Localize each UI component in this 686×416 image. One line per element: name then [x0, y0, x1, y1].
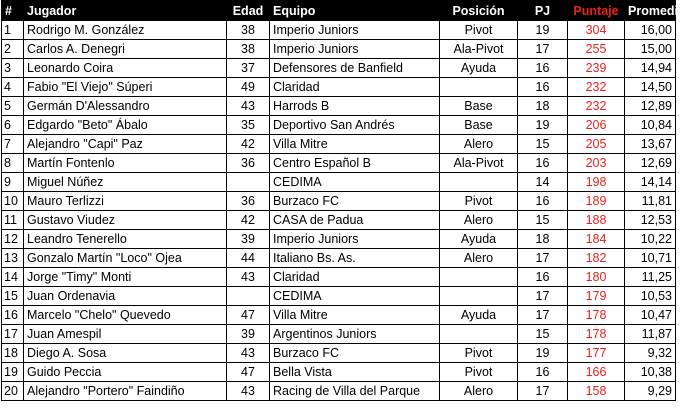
- cell-points: 177: [568, 344, 625, 363]
- cell-player: Diego A. Sosa: [24, 344, 227, 363]
- cell-games: 15: [518, 325, 568, 344]
- cell-age: 47: [227, 306, 270, 325]
- cell-player: Gonzalo Martín "Loco" Ojea: [24, 249, 227, 268]
- cell-points: 304: [568, 21, 625, 40]
- cell-points: 232: [568, 78, 625, 97]
- cell-position: Base: [440, 97, 518, 116]
- cell-position: Pivot: [440, 363, 518, 382]
- cell-player: Guido Peccia: [24, 363, 227, 382]
- cell-team: Harrods B: [270, 97, 440, 116]
- cell-num: 2: [2, 40, 24, 59]
- cell-position: Ala-Pivot: [440, 40, 518, 59]
- cell-age: 44: [227, 249, 270, 268]
- cell-age: 38: [227, 21, 270, 40]
- cell-player: Carlos A. Denegri: [24, 40, 227, 59]
- cell-player: Leonardo Coira: [24, 59, 227, 78]
- cell-position: Ayuda: [440, 59, 518, 78]
- cell-player: Gustavo Viudez: [24, 211, 227, 230]
- header-age: Edad: [227, 1, 270, 21]
- cell-team: CEDIMA: [270, 173, 440, 192]
- cell-player: Alejandro "Capi" Paz: [24, 135, 227, 154]
- header-points: Puntaje: [568, 1, 625, 21]
- cell-position: Alero: [440, 249, 518, 268]
- cell-age: 49: [227, 78, 270, 97]
- cell-player: Juan Ordenavia: [24, 287, 227, 306]
- cell-position: Ayuda: [440, 230, 518, 249]
- cell-points: 166: [568, 363, 625, 382]
- cell-team: Defensores de Banfield: [270, 59, 440, 78]
- cell-age: [227, 287, 270, 306]
- cell-points: 179: [568, 287, 625, 306]
- cell-num: 1: [2, 21, 24, 40]
- table-row: [2, 306, 676, 325]
- cell-average: 14,14: [625, 173, 676, 192]
- cell-num: 11: [2, 211, 24, 230]
- cell-position: [440, 268, 518, 287]
- table-row: [2, 382, 676, 401]
- cell-position: Pivot: [440, 344, 518, 363]
- table-body: [2, 21, 676, 401]
- cell-age: 39: [227, 325, 270, 344]
- cell-points: 232: [568, 97, 625, 116]
- cell-num: 3: [2, 59, 24, 78]
- cell-age: 43: [227, 268, 270, 287]
- cell-games: 17: [518, 40, 568, 59]
- cell-position: Pivot: [440, 192, 518, 211]
- cell-games: 19: [518, 21, 568, 40]
- cell-team: Burzaco FC: [270, 344, 440, 363]
- cell-player: Marcelo "Chelo" Quevedo: [24, 306, 227, 325]
- cell-age: 36: [227, 154, 270, 173]
- cell-games: 19: [518, 116, 568, 135]
- cell-average: 16,00: [625, 21, 676, 40]
- cell-team: Bella Vista: [270, 363, 440, 382]
- cell-age: 42: [227, 211, 270, 230]
- cell-games: 18: [518, 230, 568, 249]
- cell-points: 198: [568, 173, 625, 192]
- cell-num: 17: [2, 325, 24, 344]
- table-row: [2, 363, 676, 382]
- cell-points: 189: [568, 192, 625, 211]
- table-row: [2, 97, 676, 116]
- cell-position: Base: [440, 116, 518, 135]
- cell-points: 188: [568, 211, 625, 230]
- cell-average: 11,81: [625, 192, 676, 211]
- cell-points: 182: [568, 249, 625, 268]
- cell-points: 203: [568, 154, 625, 173]
- table-row: [2, 173, 676, 192]
- table-row: [2, 154, 676, 173]
- cell-points: 180: [568, 268, 625, 287]
- header-player: Jugador: [24, 1, 227, 21]
- table-row: [2, 249, 676, 268]
- cell-team: Imperio Juniors: [270, 21, 440, 40]
- cell-points: 206: [568, 116, 625, 135]
- cell-num: 5: [2, 97, 24, 116]
- cell-points: 158: [568, 382, 625, 401]
- cell-games: 16: [518, 268, 568, 287]
- cell-player: Rodrigo M. González: [24, 21, 227, 40]
- cell-position: [440, 78, 518, 97]
- scorers-table: [1, 0, 686, 401]
- cell-position: Ala-Pivot: [440, 154, 518, 173]
- cell-age: 43: [227, 382, 270, 401]
- cell-num: 6: [2, 116, 24, 135]
- cell-team: Villa Mitre: [270, 135, 440, 154]
- cell-average: 12,89: [625, 97, 676, 116]
- cell-average: 9,32: [625, 344, 676, 363]
- cell-player: Edgardo "Beto" Ábalo: [24, 116, 227, 135]
- cell-team: Villa Mitre: [270, 306, 440, 325]
- cell-average: 12,69: [625, 154, 676, 173]
- cell-age: 43: [227, 97, 270, 116]
- table-row: [2, 192, 676, 211]
- cell-team: Centro Español B: [270, 154, 440, 173]
- cell-position: Alero: [440, 211, 518, 230]
- cell-player: Miguel Núñez: [24, 173, 227, 192]
- cell-games: 15: [518, 135, 568, 154]
- cell-team: Claridad: [270, 78, 440, 97]
- cell-position: Pivot: [440, 21, 518, 40]
- cell-position: [440, 325, 518, 344]
- cell-age: 37: [227, 59, 270, 78]
- cell-games: 17: [518, 287, 568, 306]
- cell-points: 255: [568, 40, 625, 59]
- cell-age: 43: [227, 344, 270, 363]
- table-row: [2, 116, 676, 135]
- cell-player: Juan Amespil: [24, 325, 227, 344]
- header-games: PJ: [518, 1, 568, 21]
- cell-games: 16: [518, 59, 568, 78]
- cell-num: 7: [2, 135, 24, 154]
- table-row: [2, 78, 676, 97]
- cell-position: [440, 173, 518, 192]
- table-row: [2, 40, 676, 59]
- cell-age: [227, 173, 270, 192]
- cell-team: Argentinos Juniors: [270, 325, 440, 344]
- cell-num: 20: [2, 382, 24, 401]
- header-position: Posición: [440, 1, 518, 21]
- cell-position: Alero: [440, 135, 518, 154]
- cell-average: 12,53: [625, 211, 676, 230]
- cell-num: 19: [2, 363, 24, 382]
- cell-player: Martín Fontenlo: [24, 154, 227, 173]
- cell-player: Alejandro "Portero" Faindiño: [24, 382, 227, 401]
- cell-num: 10: [2, 192, 24, 211]
- cell-age: 36: [227, 192, 270, 211]
- table-row: [2, 135, 676, 154]
- cell-num: 18: [2, 344, 24, 363]
- header-num: #: [2, 1, 24, 21]
- table-row: [2, 21, 676, 40]
- cell-average: 9,29: [625, 382, 676, 401]
- cell-age: 47: [227, 363, 270, 382]
- table-row: [2, 287, 676, 306]
- table-row: [2, 230, 676, 249]
- cell-points: 178: [568, 306, 625, 325]
- cell-num: 4: [2, 78, 24, 97]
- cell-average: 10,22: [625, 230, 676, 249]
- cell-games: 15: [518, 211, 568, 230]
- cell-games: 19: [518, 344, 568, 363]
- cell-games: 17: [518, 382, 568, 401]
- cell-average: 15,00: [625, 40, 676, 59]
- cell-num: 14: [2, 268, 24, 287]
- cell-player: Leandro Tenerello: [24, 230, 227, 249]
- cell-team: Imperio Juniors: [270, 230, 440, 249]
- header-team: Equipo: [270, 1, 440, 21]
- cell-num: 9: [2, 173, 24, 192]
- cell-age: 35: [227, 116, 270, 135]
- cell-average: 14,50: [625, 78, 676, 97]
- cell-player: Germán D'Alessandro: [24, 97, 227, 116]
- cell-team: Claridad: [270, 268, 440, 287]
- cell-team: CASA de Padua: [270, 211, 440, 230]
- cell-games: 16: [518, 154, 568, 173]
- table-row: [2, 344, 676, 363]
- cell-average: 10,84: [625, 116, 676, 135]
- cell-average: 11,87: [625, 325, 676, 344]
- cell-games: 16: [518, 363, 568, 382]
- cell-team: Imperio Juniors: [270, 40, 440, 59]
- cell-average: 10,53: [625, 287, 676, 306]
- header-row: [2, 1, 676, 21]
- cell-average: 13,67: [625, 135, 676, 154]
- cell-player: Jorge "Timy" Monti: [24, 268, 227, 287]
- cell-num: 12: [2, 230, 24, 249]
- cell-num: 8: [2, 154, 24, 173]
- cell-average: 10,38: [625, 363, 676, 382]
- cell-team: Burzaco FC: [270, 192, 440, 211]
- cell-team: Italiano Bs. As.: [270, 249, 440, 268]
- table-row: [2, 268, 676, 287]
- cell-average: 11,25: [625, 268, 676, 287]
- table-row: [2, 59, 676, 78]
- cell-num: 13: [2, 249, 24, 268]
- table-row: [2, 325, 676, 344]
- cell-team: CEDIMA: [270, 287, 440, 306]
- cell-points: 239: [568, 59, 625, 78]
- cell-points: 184: [568, 230, 625, 249]
- cell-games: 17: [518, 306, 568, 325]
- cell-average: 14,94: [625, 59, 676, 78]
- cell-position: Ayuda: [440, 306, 518, 325]
- cell-num: 15: [2, 287, 24, 306]
- cell-games: 16: [518, 192, 568, 211]
- header-average: Promedio: [625, 1, 676, 21]
- cell-points: 205: [568, 135, 625, 154]
- cell-player: Mauro Terlizzi: [24, 192, 227, 211]
- table-row: [2, 211, 676, 230]
- cell-age: 38: [227, 40, 270, 59]
- cell-age: 39: [227, 230, 270, 249]
- cell-position: [440, 287, 518, 306]
- cell-games: 17: [518, 249, 568, 268]
- cell-num: 16: [2, 306, 24, 325]
- cell-games: 16: [518, 78, 568, 97]
- cell-games: 14: [518, 173, 568, 192]
- cell-average: 10,71: [625, 249, 676, 268]
- cell-player: Fabio "El Viejo" Súperi: [24, 78, 227, 97]
- cell-points: 178: [568, 325, 625, 344]
- cell-average: 10,47: [625, 306, 676, 325]
- cell-position: Alero: [440, 382, 518, 401]
- cell-age: 42: [227, 135, 270, 154]
- cell-team: Deportivo San Andrés: [270, 116, 440, 135]
- cell-games: 18: [518, 97, 568, 116]
- cell-team: Racing de Villa del Parque: [270, 382, 440, 401]
